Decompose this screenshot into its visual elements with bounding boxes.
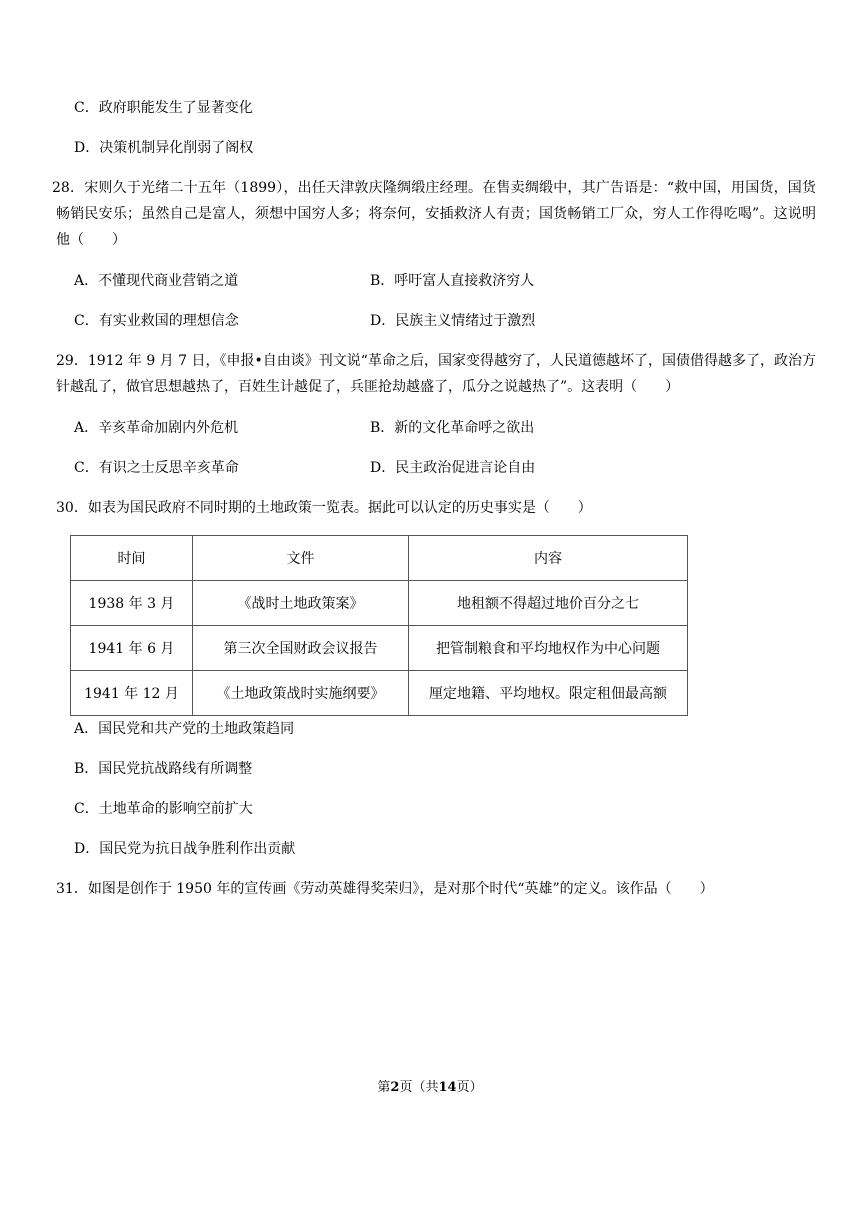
- q29-option-d: D．民主政治促进言论自由: [370, 460, 536, 476]
- table-row: [71, 626, 688, 671]
- footer-prefix: 第: [377, 1080, 391, 1095]
- q31-stem: 31．如图是创作于 1950 年的宣传画《劳动英雄得奖荣归》，是对那个时代“英雄”的定义。该作品（ ）: [56, 881, 714, 897]
- q29-option-c: C．有识之士反思辛亥革命: [74, 460, 239, 476]
- table-header-content: 内容: [409, 536, 688, 581]
- q30-option-d: D．国民党为抗日战争胜利作出贡献: [74, 841, 296, 857]
- table-cell: 《战时土地政策案》: [193, 581, 409, 626]
- table-row: [71, 671, 688, 716]
- table-row: [71, 581, 688, 626]
- q29-option-a: A．辛亥革命加剧内外危机: [74, 420, 239, 436]
- q28-option-d: D．民族主义情绪过于激烈: [370, 313, 536, 329]
- table-cell: 厘定地籍、平均地权。限定租佃最高额: [409, 671, 688, 716]
- footer-page-number: 2: [390, 1080, 400, 1095]
- q29-stem: 29．1912 年 9 月 7 日，《申报•自由谈》刊文说“革命之后，国家变得越穷了，人民道德越坏了，国债借得越多了，政治方针越乱了，做官思想越热了，百姓生计越促了，兵匪抢劫越盛了，瓜分之说越热了”。这表明（ ）: [56, 353, 816, 395]
- footer-total-pages: 14: [438, 1080, 457, 1095]
- q30-option-c: C．土地革命的影响空前扩大: [74, 801, 253, 817]
- table-cell: 第三次全国财政会议报告: [193, 626, 409, 671]
- q28-stem: 28．宋则久于光绪二十五年（1899），出任天津敦庆隆绸缎庄经理。在售卖绸缎中，其广告语是：“救中国，用国货，国货畅销民安乐；虽然自己是富人，须想中国穷人多；将奈何，安插救济人有责；国货畅销工厂众，穷人工作得吃喝”。这说明他（ ）: [52, 180, 816, 248]
- table-cell: 把管制粮食和平均地权作为中心问题: [409, 626, 688, 671]
- q29-option-b: B．新的文化革命呼之欲出: [370, 420, 535, 436]
- footer-middle: 页（共: [399, 1080, 439, 1095]
- q30-stem: 30．如表为国民政府不同时期的土地政策一览表。据此可以认定的历史事实是（ ）: [56, 500, 592, 516]
- table-header-document: 文件: [193, 536, 409, 581]
- q30-option-a: A．国民党和共产党的土地政策趋同: [74, 721, 295, 737]
- page-footer: [0, 1076, 860, 1095]
- table-cell: 1941 年 12 月: [71, 671, 193, 716]
- q28-option-b: B．呼吁富人直接救济穷人: [370, 273, 535, 289]
- q27-option-d: D．决策机制异化削弱了阁权: [74, 140, 254, 156]
- q28-option-a: A．不懂现代商业营销之道: [74, 273, 239, 289]
- table-cell: 地租额不得超过地价百分之七: [409, 581, 688, 626]
- q28-option-c: C．有实业救国的理想信念: [74, 313, 239, 329]
- footer-suffix: 页）: [456, 1080, 483, 1095]
- table-header-row: [71, 536, 688, 581]
- table-cell: 1938 年 3 月: [71, 581, 193, 626]
- table-cell: 《土地政策战时实施纲要》: [193, 671, 409, 716]
- table-cell: 1941 年 6 月: [71, 626, 193, 671]
- table-header-time: 时间: [71, 536, 193, 581]
- land-policy-table: [70, 535, 688, 716]
- q27-option-c: C．政府职能发生了显著变化: [74, 100, 253, 116]
- q30-option-b: B．国民党抗战路线有所调整: [74, 761, 253, 777]
